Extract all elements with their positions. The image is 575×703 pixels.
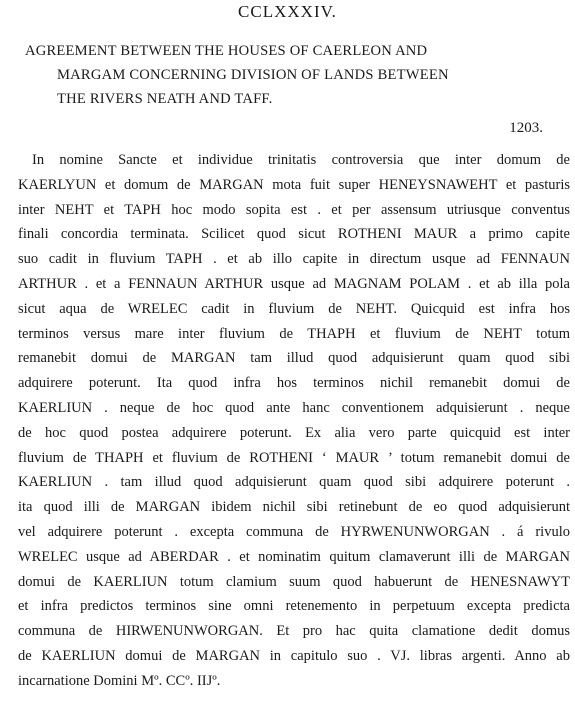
text-line: finali concordia terminata. Scilicet quod sicut ROTHENI MAUR a primo capite — [18, 226, 570, 243]
text-line: inter NEHT et TAPH hoc modo sopita est . et per assensum utriusque conventus — [18, 201, 570, 218]
charter-text — [18, 148, 570, 694]
text-line: incarnatione Domini Mº. CCº. IIJº. — [18, 672, 221, 689]
title-line: THE RIVERS NEATH AND TAFF. — [57, 91, 273, 107]
text-line: domui de KAERLIUN totum clamium suum quod habuerunt de HENESNAWYT — [18, 573, 570, 590]
text-line: adquirere poterunt. Ita quod infra hos terminos nichil remanebit domui de — [18, 375, 570, 392]
text-line: de KAERLIUN domui de MARGAN in capitulo suo . VJ. libras argenti. Anno ab — [18, 647, 570, 664]
text-line: vel adquirere poterunt . excepta communa de HYRWENUNWORGAN . á rivulo — [18, 523, 570, 540]
title-line: MARGAM CONCERNING DIVISION OF LANDS BETWEEN — [57, 67, 449, 83]
document-title — [25, 39, 565, 111]
text-line: sicut aqua de WRELEC cadit in fluvium de NEHT. Quicquid est infra hos — [18, 300, 570, 317]
text-line: ARTHUR . et a FENNAUN ARTHUR usque ad MAGNAM POLAM . et ab illa pola — [18, 275, 570, 292]
text-line: WRELEC usque ad ABERDAR . et nominatim quitum clamaverunt illi de MARGAN — [18, 548, 570, 565]
text-line: de hoc quod postea adquirere poterunt. Ex alia vero parte quicquid est inter — [18, 424, 570, 441]
text-line: et infra predictos terminos sine omni retenemento in perpetuum excepta predicta — [18, 598, 570, 615]
text-line: KAERLIUN . tam illud quod adquisierunt quam quod sibi adquirere poterunt . — [18, 474, 570, 491]
chapter-number: CCLXXXIV. — [238, 2, 337, 21]
text-line: KAERLYUN et domum de MARGAN mota fuit super HENEYSNAWEHT et pasturis — [18, 176, 570, 193]
text-line: remanebit domui de MARGAN tam illud quod adquisierunt quam quod sibi — [18, 350, 570, 367]
title-line: AGREEMENT BETWEEN THE HOUSES OF CAERLEON AND — [25, 43, 428, 59]
text-line: In nomine Sancte et individue trinitatis controversia que inter domum de — [32, 152, 570, 168]
text-line: fluvium de THAPH et fluvium de ROTHENI ‘ MAUR ’ totum remanebit domui de — [18, 449, 570, 466]
text-line: KAERLIUN . neque de hoc quod ante hanc conventionem adquisierunt . neque — [18, 399, 570, 416]
text-line: terminos versus mare inter fluvium de THAPH et fluvium de NEHT totum — [18, 325, 570, 342]
text-line: suo cadit in fluvium TAPH . et ab illo capite in directum usque ad FENNAUN — [18, 251, 570, 268]
text-line: communa de HIRWENUNWORGAN. Et pro hac quita clamatione dedit domus — [18, 623, 570, 640]
document-date: 1203. — [509, 120, 543, 136]
text-line: ita quod illi de MARGAN ibidem nichil sibi retinebunt de eo quod adquisierunt — [18, 499, 570, 516]
